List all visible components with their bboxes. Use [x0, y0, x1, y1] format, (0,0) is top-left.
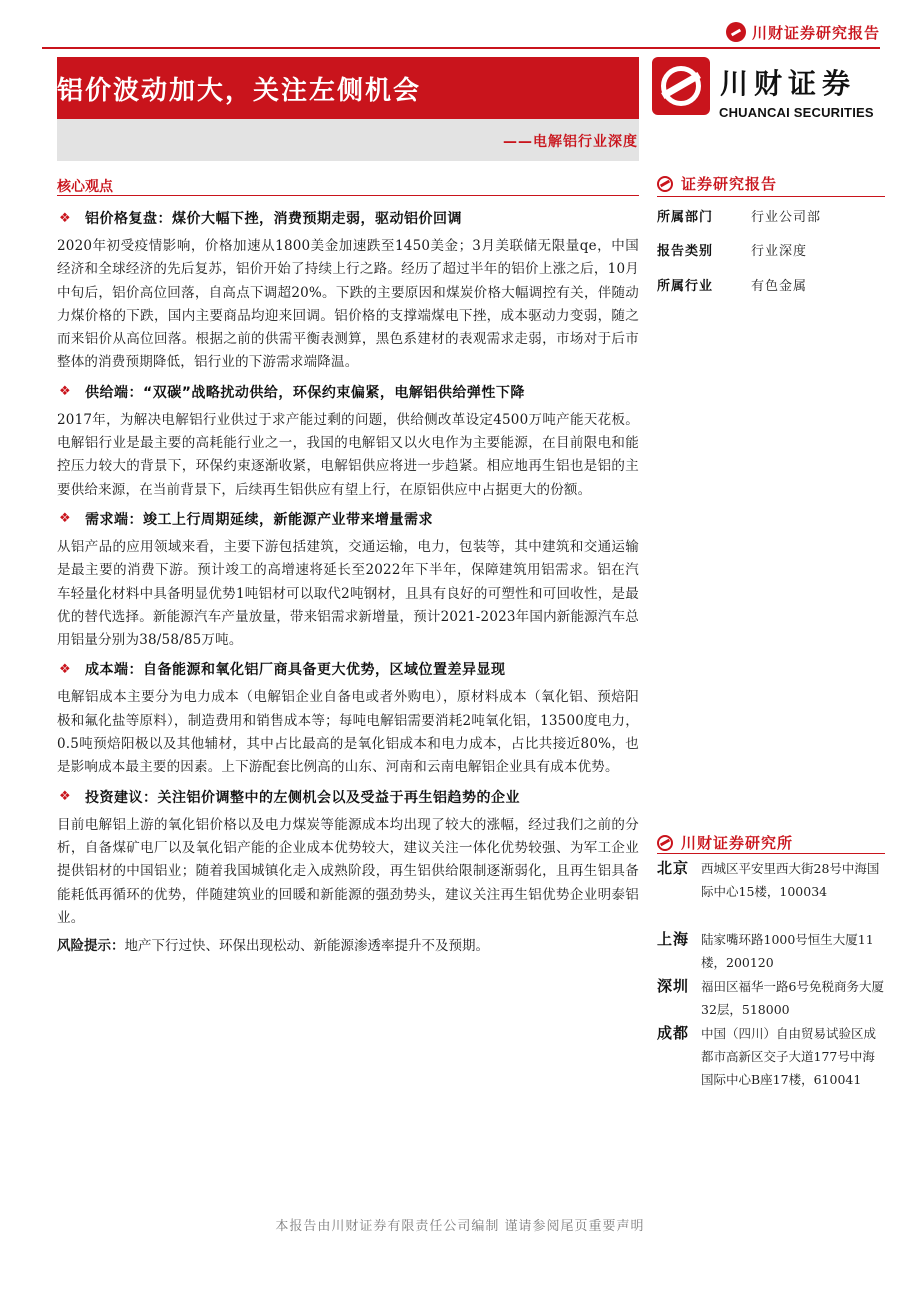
bullet-diamond-icon: ❖: [59, 661, 71, 677]
header-brand-label: 川财证券研究报告: [751, 23, 880, 42]
meta-row-category: [657, 240, 807, 259]
section-heading-price: [57, 206, 639, 230]
office-chengdu: [657, 1022, 887, 1091]
section-heading-cost: [57, 657, 639, 681]
sidebar-institute-title-text: 川财证券研究所: [681, 834, 794, 852]
office-shenzhen: [657, 975, 887, 1021]
meta-key: 所属行业: [657, 279, 714, 294]
risk-text: 地产下行过快、环保出现松动、新能源渗透率提升不及预期。: [124, 938, 489, 955]
header-divider: [42, 47, 880, 49]
brand-logo-icon: [657, 835, 673, 851]
company-name-en: CHUANCAI SECURITIES: [719, 105, 874, 120]
company-logo-icon: [652, 57, 710, 115]
bullet-diamond-icon: ❖: [59, 789, 71, 805]
section-heading-text: 需求端：竣工上行周期延续，新能源产业带来增量需求: [85, 511, 433, 528]
sidebar-divider: [657, 196, 885, 197]
office-address: 福田区福华一路6号免税商务大厦32层，518000: [701, 979, 884, 1017]
section-heading-demand: [57, 507, 639, 531]
section-heading-investment: [57, 785, 639, 809]
office-city: 北京: [657, 859, 690, 877]
section-body-price: 2020年初受疫情影响，价格加速从1800美金加速跌至1450美金；3月美联储无限量qe，中国经济和全球经济的先后复苏，铝价开始了持续上行之路。经历了超过半年的铝价上涨之后，10月中旬后，铝价高位回落，自高点下调超20%。下跌的主要原因和煤炭价格大幅调控有关，伴随动力煤价格的下跌，国内主要商品均迎来回调。铝价格的支撑端煤电下挫，成本驱动力变弱，随之而来铝价从高位回落。根据之前的供需平衡表测算，黑色系建材的表观需求走弱，市场对于后市整体的消费预期降低，铝行业的下游需求端降温。: [57, 238, 639, 371]
risk-label: 风险提示：: [57, 938, 125, 955]
sidebar-report-title: [657, 173, 885, 194]
bullet-diamond-icon: ❖: [59, 384, 71, 400]
section-body-supply: 2017年，为解决电解铝行业供过于求产能过剩的问题，供给侧改革设定4500万吨产能天花板。电解铝行业是最主要的高耗能行业之一，我国的电解铝又以火电作为主要能源，在目前限电和能控压力较大的背景下，环保约束逐渐收紧，电解铝供应将进一步趋紧。相应地再生铝也是铝的主要供给来源，在当前背景下，后续再生铝供应有望上行，在原铝供应中占据更大的份额。: [57, 411, 639, 498]
office-address: 中国（四川）自由贸易试验区成都市高新区交子大道177号中海国际中心B座17楼，610041: [701, 1026, 877, 1087]
risk-warning: [57, 935, 639, 958]
brand-logo-icon: [726, 22, 746, 42]
core-views-label: 核心观点: [57, 179, 113, 195]
report-subtitle: ——电解铝行业深度: [503, 134, 638, 150]
sidebar-divider: [657, 853, 885, 854]
section-heading-text: 供给端：“双碳”战略扰动供给，环保约束偏紧，电解铝供给弹性下降: [85, 384, 525, 401]
meta-row-industry: [657, 275, 807, 294]
office-beijing: [657, 857, 887, 903]
section-body-investment: 目前电解铝上游的氧化铝价格以及电力煤炭等能源成本均出现了较大的涨幅，经过我们之前的分析，自备煤矿电厂以及氧化铝产能的企业成本优势较大，建议关注一体化优势较强、为军工企业提供铝材的中国铝业；随着我国城镇化走入成熟阶段，再生铝供给限制逐渐弱化，且再生铝具备能耗低再循环的优势，伴随建筑业的回暖和新能源的强劲势头，建议关注再生铝优势企业明泰铝业。: [57, 816, 639, 926]
meta-key: 报告类别: [657, 244, 714, 259]
section-body-demand: 从铝产品的应用领域来看，主要下游包括建筑，交通运输，电力，包装等，其中建筑和交通运输是最主要的消费下游。预计竣工的高增速将延长至2022年下半年，保障建筑用铝需求。铝在汽车轻量化材料中具备明显优势1吨铝材可以取代2吨钢材，且具有良好的可塑性和可回收性，是最优的替代选择。新能源汽车产量放量，带来铝需求新增量，预计2021-2023年国内新能源汽车总用铝量分别为38/58/85万吨。: [57, 538, 639, 649]
office-city: 成都: [657, 1024, 690, 1042]
meta-key: 所属部门: [657, 210, 714, 225]
footer-disclaimer: 本报告由川财证券有限责任公司编制 谨请参阅尾页重要声明: [275, 1219, 645, 1234]
report-title: 铝价波动加大，关注左侧机会: [57, 76, 422, 106]
section-heading-text: 铝价格复盘：煤价大幅下挫，消费预期走弱，驱动铝价回调: [85, 211, 462, 227]
header-brand: [726, 20, 880, 44]
company-name-cn: 川财证券: [720, 67, 857, 100]
section-heading-text: 投资建议：关注铝价调整中的左侧机会以及受益于再生铝趋势的企业: [85, 789, 520, 806]
office-address: 西城区平安里西大街28号中海国际中心15楼，100034: [701, 861, 880, 899]
office-shanghai: [657, 928, 887, 974]
office-address: 陆家嘴环路1000号恒生大厦11楼，200120: [701, 932, 874, 970]
meta-value: 行业深度: [751, 244, 808, 259]
section-body-cost: 电解铝成本主要分为电力成本（电解铝企业自备电或者外购电），原材料成本（氧化铝、预焙阳极和氟化盐等原料），制造费用和销售成本等；每吨电解铝需要消耗2吨氧化铝，13500度电力，0.5吨预焙阳极以及其他辅材，其中占比最高的是氧化铝成本和电力成本，占比共接近80%，也是影响成本最主要的因素。上下游配套比例高的山东、河南和云南电解铝企业具有成本优势。: [57, 689, 639, 776]
sidebar-institute-title: [657, 832, 885, 853]
office-city: 深圳: [657, 977, 690, 995]
section-heading-text: 成本端：自备能源和氧化铝厂商具备更大优势，区域位置差异显现: [85, 662, 506, 679]
section-heading-supply: [57, 380, 639, 404]
bullet-diamond-icon: ❖: [59, 511, 71, 527]
brand-logo-icon: [657, 176, 673, 192]
meta-value: 行业公司部: [751, 210, 822, 225]
meta-row-department: [657, 206, 821, 225]
meta-value: 有色金属: [751, 279, 808, 294]
core-divider: [57, 195, 639, 196]
office-city: 上海: [657, 930, 690, 948]
sidebar-report-title-text: 证券研究报告: [681, 175, 778, 193]
bullet-diamond-icon: ❖: [59, 210, 71, 226]
main-content: [57, 206, 639, 958]
